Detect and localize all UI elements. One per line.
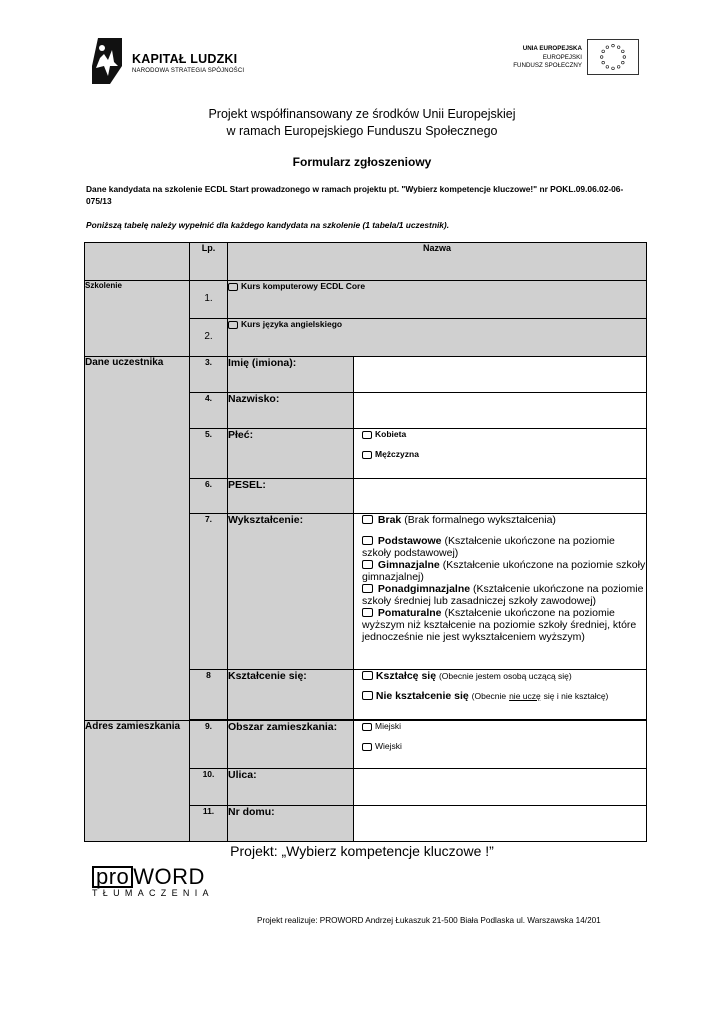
ue-line-3: FUNDUSZ SPOŁECZNY (513, 62, 582, 70)
checkbox-icon[interactable] (228, 283, 238, 291)
row-7-lp: 7. (190, 514, 228, 670)
area-label: Obszar zamieszkania: (228, 721, 354, 769)
row-4-lp: 4. (190, 393, 228, 429)
area-rural-option[interactable]: Wiejski (362, 741, 646, 751)
pesel-field[interactable] (354, 479, 647, 514)
checkbox-icon[interactable] (362, 536, 373, 545)
form-title: Formularz zgłoszeniowy (292, 155, 432, 169)
checkbox-icon[interactable] (228, 321, 238, 329)
eu-star-icon (606, 46, 609, 49)
header-line-2: w ramach Europejskiego Funduszu Społecznego (226, 124, 498, 138)
last-name-label: Nazwisko: (228, 393, 354, 429)
course-ecdl-option[interactable]: Kurs komputerowy ECDL Core (228, 281, 646, 291)
row-1-lp: 1. (190, 281, 228, 319)
checkbox-icon[interactable] (362, 560, 373, 569)
checkbox-icon[interactable] (362, 723, 372, 731)
row-8-lp: 8 (190, 670, 228, 720)
header-line-1: Projekt współfinansowany ze środków Unii Europejskiej (208, 107, 516, 121)
eu-star-icon (612, 67, 615, 70)
edu-pomaturalne-option[interactable]: Pomaturalne (Kształcenie ukończone na poziomie wyższym niż kształcenie na poziomie szkoły średniej, które jednocześnie nie jest wykształceniem wyższym) (362, 607, 637, 643)
col-header-nazwa: Nazwa (228, 243, 647, 281)
eu-star-icon (602, 50, 605, 53)
gender-male-option[interactable]: Mężczyzna (362, 449, 646, 459)
row-10-lp: 10. (190, 769, 228, 806)
checkbox-icon[interactable] (362, 515, 373, 524)
project-footer-title: Projekt: „Wybierz kompetencje kluczowe !” (230, 843, 494, 859)
area-urban-option[interactable]: Miejski (362, 721, 646, 731)
row-3-lp: 3. (190, 357, 228, 393)
row-2-lp: 2. (190, 319, 228, 357)
pesel-label: PESEL: (228, 479, 354, 514)
first-name-label: Imię (imiona): (228, 357, 354, 393)
street-label: Ulica: (228, 769, 354, 806)
ue-logo-text (480, 45, 582, 71)
checkbox-icon[interactable] (362, 608, 373, 617)
eu-star-icon (602, 61, 605, 64)
first-name-field[interactable] (354, 357, 647, 393)
learning-yes-option[interactable]: Kształcę się (Obecnie jestem osobą uczącą się) (362, 670, 646, 682)
eu-star-icon (621, 61, 624, 64)
ue-line-2: EUROPEJSKI (542, 53, 582, 61)
house-number-field[interactable] (354, 806, 647, 842)
ue-line-1: UNIA EUROPEJSKA (522, 45, 582, 52)
learning-label: Kształcenie się: (228, 670, 354, 720)
proword-pro: pro (92, 866, 133, 888)
checkbox-icon[interactable] (362, 743, 372, 751)
checkbox-icon[interactable] (362, 431, 372, 439)
eu-star-icon (617, 65, 620, 68)
eu-star-icon (623, 56, 626, 59)
course-english-option[interactable]: Kurs języka angielskiego (228, 319, 646, 329)
edu-ponadgimnazjalne-option[interactable]: Ponadgimnazjalne (Kształcenie ukończone na poziomie szkoły średniej lub zasadniczej szkoły zawodowej) (362, 583, 644, 607)
edu-podstawowe-option[interactable]: Podstawowe (Kształcenie ukończone na poziomie szkoły podstawowej) (362, 535, 615, 559)
eu-star-icon (612, 44, 615, 47)
eu-star-icon (621, 50, 624, 53)
application-form-table (84, 242, 647, 842)
col-header-lp: Lp. (190, 243, 228, 281)
checkbox-icon[interactable] (362, 671, 373, 680)
learning-no-option[interactable]: Nie kształcenie się (Obecnie nie uczę się i nie kształcę) (362, 690, 646, 702)
street-field[interactable] (354, 769, 647, 806)
checkbox-icon[interactable] (362, 691, 373, 700)
proword-subtitle: TŁUMACZENIA (92, 888, 214, 898)
row-9-lp: 9. (190, 721, 228, 769)
kapital-ludzki-subtitle: NARODOWA STRATEGIA SPÓJNOŚCI (132, 68, 245, 74)
dane-uczestnika-label: Dane uczestnika (85, 357, 190, 721)
proword-word: WORD (133, 864, 205, 889)
row-6-lp: 6. (190, 479, 228, 514)
education-label: Wykształcenie: (228, 514, 354, 670)
edu-gimnazjalne-option[interactable]: Gimnazjalne (Kształcenie ukończone na poziomie szkoły gimnazjalnej) (362, 559, 646, 583)
project-realizer: Projekt realizuje: PROWORD Andrzej Łukaszuk 21-500 Biała Podlaska ul. Warszawska 14/201 (257, 916, 601, 925)
edu-brak-option[interactable]: Brak (Brak formalnego wykształcenia) (362, 514, 646, 526)
instruction-text: Poniższą tabelę należy wypełnić dla każdego kandydata na szkolenie (1 tabela/1 uczestnik). (86, 220, 450, 230)
eu-stars-flag-icon (587, 39, 639, 75)
gender-label: Płeć: (228, 429, 354, 479)
szkolenie-label: Szkolenie (85, 281, 190, 357)
last-name-field[interactable] (354, 393, 647, 429)
proword-logo (92, 864, 205, 890)
row-5-lp: 5. (190, 429, 228, 479)
kapital-ludzki-title: KAPITAŁ LUDZKI (132, 52, 238, 66)
eu-star-icon (600, 56, 603, 59)
eu-star-icon (606, 65, 609, 68)
house-number-label: Nr domu: (228, 806, 354, 842)
adres-label: Adres zamieszkania (85, 721, 190, 842)
eu-star-icon (617, 46, 620, 49)
checkbox-icon[interactable] (362, 451, 372, 459)
row-11-lp: 11. (190, 806, 228, 842)
gender-female-option[interactable]: Kobieta (362, 429, 646, 439)
checkbox-icon[interactable] (362, 584, 373, 593)
candidate-data-heading: Dane kandydata na szkolenie ECDL Start prowadzonego w ramach projektu pt. "Wybierz kompetencje kluczowe!" nr POKL.09.06.02-06-075/13 (86, 184, 624, 206)
